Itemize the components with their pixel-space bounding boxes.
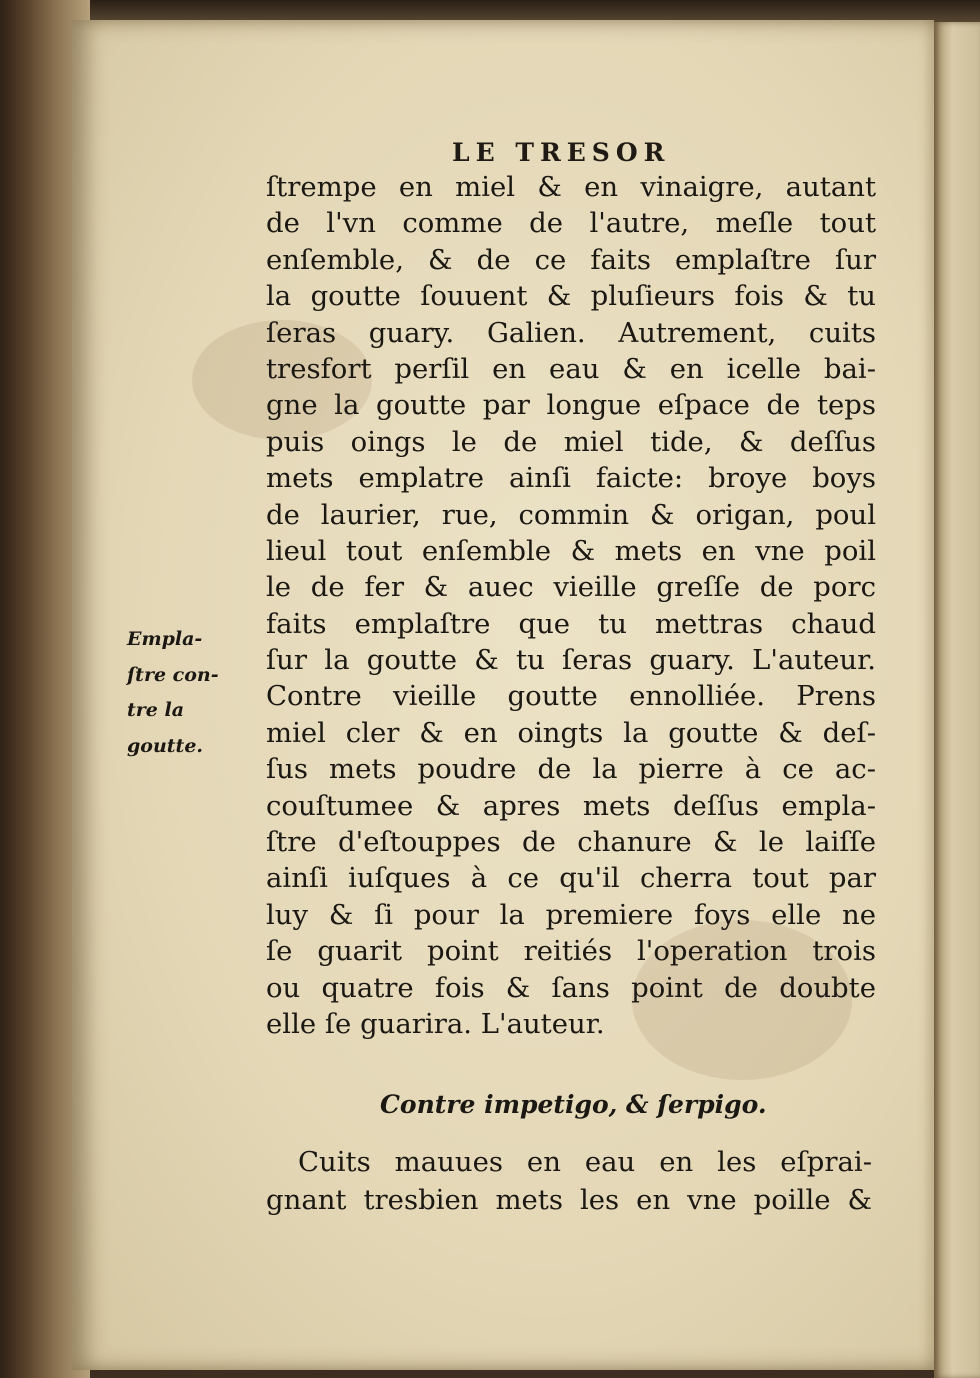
margin-note [127,622,237,764]
text-line: lieul tout enſemble & mets en vne poil [266,534,876,567]
text-line: gnant tresbien mets les en vne poille & [266,1184,872,1216]
text-line: ſeras guary. Galien. Autrement, cuits [266,316,876,349]
text-line: Cuits mauues en eau en les eſprai- [298,1146,872,1178]
margin-note-line: ſtre con- [127,663,219,686]
text-line: faits emplaſtre que tu mettras chaud [266,607,876,640]
text-line: tresfort perſil en eau & en icelle bai- [266,352,876,385]
text-line: miel cler & en oingts la goutte & deſ- [266,716,876,749]
text-line: mets emplatre ainſi faicte: broye boys [266,462,876,495]
next-page-edge [934,22,980,1378]
text-line: de l'vn comme de l'autre, meſle tout [266,207,876,240]
text-line: Contre vieille goutte ennolliée. Prens [266,680,876,713]
margin-note-line: goutte. [127,734,204,757]
main-text-block [266,169,876,1042]
text-line: couſtumee & apres mets deſſus empla- [266,789,876,822]
margin-note-line: Empla- [127,628,203,650]
text-line: puis oings le de miel tide, & deſſus [266,425,876,458]
text-line: ſe guarit point reitiés l'operation trois [266,935,876,968]
text-line: ainſi iuſques à ce qu'il cherra tout par [266,862,876,895]
section-heading: Contre impetigo, & ſerpigo. [380,1090,767,1119]
text-line: le de fer & auec vieille greſſe de porc [266,571,876,604]
text-line: luy & ſi pour la premiere foys elle ne [266,898,876,931]
section-text-block [266,1143,872,1219]
margin-note-line: tre la [127,699,185,721]
text-line: elle ſe guarira. L'auteur. [266,1007,605,1040]
text-line: enſemble, & de ce faits emplaſtre ſur [266,243,876,276]
text-line: ſus mets poudre de la pierre à ce ac- [266,753,876,786]
text-line: ſtre d'eſtouppes de chanure & le laiſſe [266,826,876,859]
text-line: ſtrempe en miel & en vinaigre, autant [266,171,876,203]
text-line: la goutte ſouuent & pluſieurs fois & tu [266,280,876,313]
text-line: ou quatre fois & ſans point de doubte [266,971,876,1004]
running-head: LE TRESOR [452,138,671,167]
text-line: ſur la goutte & tu ſeras guary. L'auteur. [266,644,876,677]
text-line: de laurier, rue, commin & origan, poul [266,498,876,531]
text-line: gne la goutte par longue eſpace de teps [266,389,876,422]
